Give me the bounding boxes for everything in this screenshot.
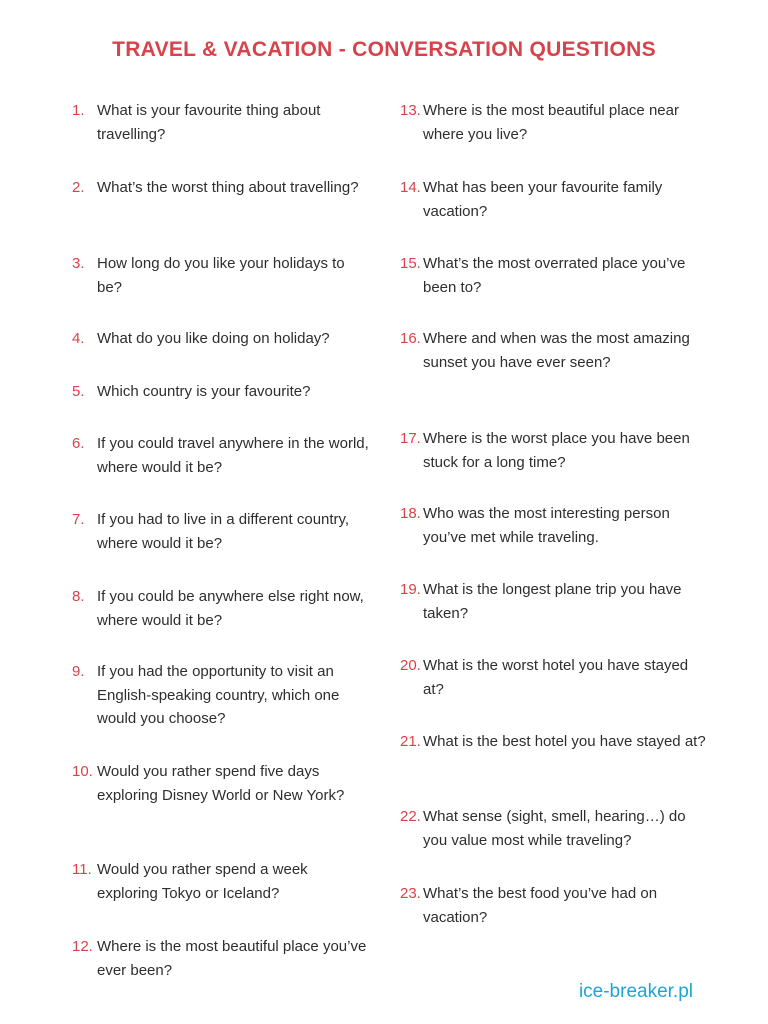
question-item: [400, 578, 710, 625]
question-text: If you could be anywhere else right now, where would it be?: [97, 588, 364, 629]
question-number: 20.: [400, 657, 421, 674]
question-text: Would you rather spend a week exploring Tokyo or Iceland?: [97, 861, 308, 902]
question-item: [72, 858, 372, 905]
question-item: [72, 99, 372, 146]
question-number: 13.: [400, 102, 421, 119]
question-item: [400, 654, 710, 701]
question-item: [400, 882, 710, 929]
question-item: [400, 805, 710, 852]
question-number: 4.: [72, 330, 85, 347]
question-text: If you had the opportunity to visit an English-speaking country, which one would you choose?: [97, 663, 340, 727]
question-item: [72, 508, 372, 555]
page-title: TRAVEL & VACATION - CONVERSATION QUESTIONS: [112, 38, 656, 61]
question-item: [400, 327, 710, 374]
question-text: If you could travel anywhere in the world, where would it be?: [97, 435, 369, 476]
question-number: 10.: [72, 763, 93, 780]
question-text: What is the worst hotel you have stayed at?: [423, 657, 689, 698]
question-number: 21.: [400, 733, 421, 750]
question-text: How long do you like your holidays to be?: [97, 255, 345, 296]
question-number: 1.: [72, 102, 85, 119]
question-text: Which country is your favourite?: [97, 383, 311, 400]
question-number: 6.: [72, 435, 85, 452]
question-number: 16.: [400, 330, 421, 347]
question-number: 18.: [400, 505, 421, 522]
question-item: [400, 730, 710, 754]
question-number: 19.: [400, 581, 421, 598]
question-item: [72, 380, 372, 404]
question-text: What is your favourite thing about travelling?: [97, 102, 321, 143]
question-number: 11.: [72, 861, 92, 878]
question-text: Where is the most beautiful place near where you live?: [423, 102, 679, 143]
question-item: [72, 327, 372, 351]
question-item: [400, 427, 710, 474]
question-number: 15.: [400, 255, 421, 272]
question-item: [400, 252, 710, 299]
question-text: What is the best hotel you have stayed at?: [423, 733, 706, 750]
question-text: Would you rather spend five days exploring Disney World or New York?: [97, 763, 345, 804]
question-item: [72, 432, 372, 479]
question-text: Where is the most beautiful place you’ve ever been?: [97, 938, 367, 979]
question-text: What’s the worst thing about travelling?: [97, 179, 359, 196]
question-item: [72, 760, 372, 807]
question-number: 23.: [400, 885, 421, 902]
question-number: 7.: [72, 511, 85, 528]
question-item: [72, 660, 372, 731]
question-number: 17.: [400, 430, 421, 447]
question-number: 8.: [72, 588, 85, 605]
question-number: 5.: [72, 383, 85, 400]
question-text: If you had to live in a different country, where would it be?: [97, 511, 350, 552]
question-text: Who was the most interesting person you’ve met while traveling.: [423, 505, 670, 546]
question-item: [400, 176, 710, 223]
question-text: What do you like doing on holiday?: [97, 330, 330, 347]
question-number: 14.: [400, 179, 421, 196]
question-text: What sense (sight, smell, hearing…) do you value most while traveling?: [423, 808, 686, 849]
footer-site-link[interactable]: ice-breaker.pl: [578, 981, 693, 1002]
question-text: Where and when was the most amazing sunset you have ever seen?: [423, 330, 690, 371]
question-text: What’s the best food you’ve had on vacation?: [423, 885, 658, 926]
question-item: [400, 502, 710, 549]
question-number: 12.: [72, 938, 93, 955]
question-number: 3.: [72, 255, 85, 272]
question-text: What has been your favourite family vacation?: [423, 179, 663, 220]
question-number: 22.: [400, 808, 421, 825]
question-item: [72, 252, 372, 299]
question-text: What is the longest plane trip you have taken?: [423, 581, 682, 622]
question-number: 9.: [72, 663, 85, 680]
question-text: Where is the worst place you have been stuck for a long time?: [423, 430, 690, 471]
question-item: [72, 935, 372, 982]
question-item: [72, 585, 372, 632]
question-item: [400, 99, 710, 146]
question-number: 2.: [72, 179, 85, 196]
question-text: What’s the most overrated place you’ve been to?: [423, 255, 686, 296]
question-item: [72, 176, 372, 200]
